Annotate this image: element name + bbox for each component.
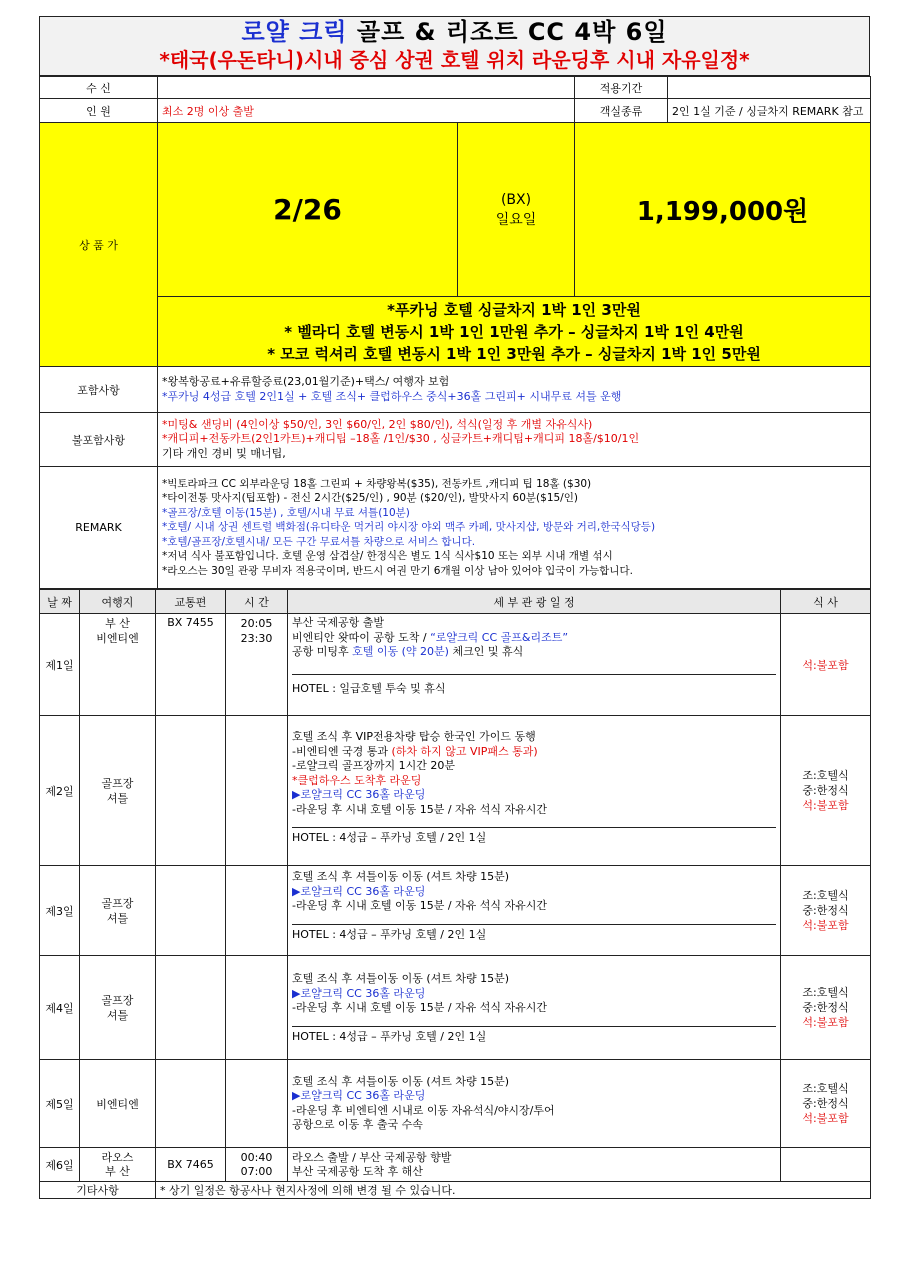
hotel-line: HOTEL : 4성급 – 푸카닝 호텔 / 2인 1실 (292, 827, 776, 845)
flight-times (226, 716, 288, 866)
day-destination (80, 614, 156, 716)
day-details (288, 716, 781, 866)
resort-name: “로얄크릭 CC 골프&리조트” (430, 630, 569, 644)
people-value: 최소 2명 이상 출발 (158, 99, 575, 123)
day-details (288, 614, 781, 716)
title-package: 골프 & 리조트 CC 4박 6일 (356, 18, 668, 46)
destination-line: 골프장 (101, 776, 134, 790)
detail-line: ▶로얄크릭 CC 36홀 라운딩 (292, 1089, 426, 1102)
excluded-label: 불포함사항 (40, 413, 158, 467)
included-content (158, 367, 871, 413)
footer-label: 기타사항 (40, 1182, 156, 1199)
schedule-table (39, 589, 871, 1199)
excluded-line: *캐디피+전동카트(2인1카트)+캐디팁 –18홀 /1인/$30 , 싱글카트+캐디팁+캐디피 18홀/$10/1인 (162, 432, 640, 446)
people-label: 인 원 (40, 99, 158, 123)
destination-line: 비엔티엔 (96, 632, 139, 645)
day-destination (80, 866, 156, 956)
detail-line: 호텔 조식 후 셔틀이동 이동 (셔트 차량 15분) (292, 870, 510, 883)
meal-breakfast: 조:호텔식 (802, 1082, 849, 1095)
destination-line: 골프장 (101, 993, 134, 1007)
flight-number (156, 716, 226, 866)
excluded-content (158, 413, 871, 467)
destination-line: 부 산 (105, 1164, 130, 1178)
departure-weekday: 일요일 (495, 211, 537, 228)
header-details: 세 부 관 광 일 정 (288, 590, 781, 614)
destination-line: 골프장 (101, 896, 134, 910)
detail-text: 공항 미팅후 (292, 645, 353, 658)
day-meals (781, 1060, 871, 1148)
day-number: 제1일 (40, 614, 80, 716)
title-brand: 로얄 크릭 (241, 18, 348, 46)
detail-line (292, 631, 776, 646)
day-row (40, 716, 871, 866)
detail-text: 체크인 및 휴식 (448, 645, 524, 658)
header-meals: 식 사 (781, 590, 871, 614)
day-number: 제5일 (40, 1060, 80, 1148)
detail-line: -라운딩 후 시내 호텔 이동 15분 / 자유 석식 자유시간 (292, 802, 548, 816)
period-value (668, 77, 871, 99)
day-details (288, 956, 781, 1060)
day-meals (781, 866, 871, 956)
recipient-value (158, 77, 575, 99)
time-line: 00:40 (240, 1150, 273, 1164)
detail-line: -라운딩 후 시내 호텔 이동 15분 / 자유 석식 자유시간 (292, 1001, 548, 1014)
day-destination (80, 1148, 156, 1182)
remark-line: *타이전통 맛사지(팁포함) - 전신 2시간($25/인) , 90분 ($20/인), 발맛사지 60분($15/인) (162, 492, 578, 505)
time-line: 23:30 (240, 632, 273, 645)
flight-number (156, 1060, 226, 1148)
day-row (40, 614, 871, 716)
detail-text: 비엔티안 왓따이 공항 도착 / (292, 630, 431, 644)
departure-day-cell (458, 123, 575, 297)
included-line: *푸카닝 4성급 호텔 2인1실 + 호텔 조식+ 클럽하우스 중식+36홀 그린피+ 시내무료 셔틀 운행 (162, 389, 622, 403)
detail-line: ▶로얄크릭 CC 36홀 라운딩 (292, 884, 426, 898)
detail-line: -로얄크릭 골프장까지 1시간 20분 (292, 759, 455, 772)
detail-line (292, 745, 776, 760)
flight-times (226, 1148, 288, 1182)
meal-dinner: 석:불포함 (781, 614, 871, 716)
meal-lunch: 중:한정식 (802, 1097, 849, 1110)
detail-line: *클럽하우스 도착후 라운딩 (292, 773, 422, 787)
header-date: 날 짜 (40, 590, 80, 614)
room-value: 2인 1실 기준 / 싱글차지 REMARK 참고 (668, 99, 871, 123)
day-meals (781, 956, 871, 1060)
destination-line: 셔틀 (106, 1008, 129, 1022)
day-number: 제4일 (40, 956, 80, 1060)
detail-line: 호텔 조식 후 VIP전용차량 탑승 한국인 가이드 동행 (292, 730, 536, 743)
remark-line: *라오스는 30일 관광 무비자 적용국이며, 반드시 여권 만기 6개월 이상 남아 있어야 입국이 가능합니다. (162, 564, 633, 577)
remark-content (158, 467, 871, 589)
flight-times (226, 1060, 288, 1148)
footer-row (40, 1182, 871, 1199)
hotel-line: HOTEL : 4성급 – 푸카닝 호텔 / 2인 1실 (292, 924, 776, 942)
remark-line: *빅토라파크 CC 외부라운딩 18홀 그린피 + 차량왕복($35), 전동카트 ,캐디피 팁 18홀 ($30) (162, 477, 592, 490)
itinerary-document (39, 16, 870, 1199)
remark-line: *골프장/호텔 이동(15분) , 호텔/시내 무료 셔틀(10분) (162, 506, 410, 519)
day-number: 제2일 (40, 716, 80, 866)
hotel-line: HOTEL : 4성급 – 푸카닝 호텔 / 2인 1실 (292, 1026, 776, 1044)
flight-times (226, 614, 288, 716)
departure-date: 2/26 (158, 123, 458, 297)
meal-dinner: 석:불포함 (802, 799, 849, 812)
title-banner (39, 16, 870, 76)
airline-code: (BX) (500, 191, 532, 208)
vip-pass-note: (하차 하지 않고 VIP패스 통과) (391, 744, 538, 758)
meal-dinner: 석:불포함 (802, 1112, 849, 1125)
excluded-line: *미팅& 샌딩비 (4인이상 $50/인, 3인 $60/인, 2인 $80/인), 석식(일정 후 개별 자유식사) (162, 417, 593, 431)
flight-number (156, 956, 226, 1060)
remark-line: *호텔/ 시내 상권 센트럴 백화점(유디타운 먹거리 야시장 야외 맥주 카페, 맛사지샵, 방문와 거리,한국식당등) (162, 521, 656, 534)
day-details (288, 1148, 781, 1182)
destination-line: 라오스 (101, 1150, 134, 1164)
detail-line: -라운딩 후 시내 호텔 이동 15분 / 자유 석식 자유시간 (292, 899, 548, 912)
note-line: * 벨라디 호텔 변동시 1박 1인 1만원 추가 – 싱글차지 1박 1인 4만원 (284, 322, 744, 341)
flight-number: BX 7455 (156, 614, 226, 716)
info-table (39, 76, 871, 589)
hotel-line: HOTEL : 일급호텔 투숙 및 휴식 (292, 674, 776, 696)
meal-breakfast: 조:호텔식 (802, 889, 849, 902)
note-line: *푸카닝 호텔 싱글차지 1박 1인 3만원 (387, 300, 641, 319)
meal-breakfast: 조:호텔식 (802, 769, 849, 782)
detail-line: ▶로얄크릭 CC 36홀 라운딩 (292, 788, 426, 801)
detail-line: 공항으로 이동 후 출국 수속 (292, 1118, 423, 1131)
meal-dinner: 석:불포함 (802, 919, 849, 932)
meal-lunch: 중:한정식 (802, 784, 849, 797)
day-row (40, 1148, 871, 1182)
room-label: 객실종류 (575, 99, 668, 123)
day-number: 제6일 (40, 1148, 80, 1182)
header-transport: 교통편 (156, 590, 226, 614)
title-line-2: *태국(우돈타니)시내 중심 상권 호텔 위치 라운딩후 시내 자유일정* (159, 48, 750, 72)
day-meals (781, 716, 871, 866)
destination-line: 셔틀 (106, 911, 129, 925)
time-line: 20:05 (240, 617, 273, 630)
detail-text: -비엔티엔 국경 통과 (292, 744, 392, 758)
detail-line: 호텔 조식 후 셔틀이동 이동 (셔트 차량 15분) (292, 972, 510, 985)
day-destination: 비엔티엔 (80, 1060, 156, 1148)
meal-dinner: 석:불포함 (802, 1016, 849, 1029)
flight-number (156, 866, 226, 956)
single-charge-notes (158, 297, 871, 367)
detail-line (292, 645, 776, 660)
flight-number: BX 7465 (156, 1148, 226, 1182)
included-label: 포함사항 (40, 367, 158, 413)
day-row (40, 866, 871, 956)
detail-line: -라운딩 후 비엔티엔 시내로 이동 자유석식/야시장/투어 (292, 1103, 555, 1117)
header-time: 시 간 (226, 590, 288, 614)
destination-line: 부 산 (105, 617, 130, 630)
flight-times (226, 866, 288, 956)
day-number: 제3일 (40, 866, 80, 956)
remark-line: *저녁 식사 불포함입니다. 호텔 운영 삼겹살/ 한정식은 별도 1식 식사$10 또는 외부 시내 개별 섞시 (162, 550, 613, 563)
meal-breakfast: 조:호텔식 (802, 986, 849, 999)
day-row (40, 956, 871, 1060)
meal-lunch: 중:한정식 (802, 904, 849, 917)
footer-note: * 상기 일정은 항공사나 현지사정에 의해 변경 될 수 있습니다. (156, 1182, 871, 1199)
day-details (288, 1060, 781, 1148)
title-line-1 (40, 17, 869, 47)
day-meals (781, 1148, 871, 1182)
header-destination: 여행지 (80, 590, 156, 614)
destination-line: 셔틀 (106, 791, 129, 805)
detail-line: 부산 국제공항 출발 (292, 616, 385, 629)
detail-line: 호텔 조식 후 셔틀이동 이동 (셔트 차량 15분) (292, 1074, 510, 1088)
product-price-label: 상 품 가 (40, 123, 158, 367)
remark-line: *호텔/골프장/호텔시내/ 모든 구간 무료셔틀 차량으로 서비스 합니다. (162, 535, 476, 548)
day-details (288, 866, 781, 956)
included-line: *왕복항공료+유류할증료(23,01월기준)+택스/ 여행자 보험 (162, 375, 450, 388)
transfer-note: 호텔 이동 (약 20분) (352, 645, 449, 658)
time-line: 07:00 (240, 1164, 273, 1178)
flight-times (226, 956, 288, 1060)
package-price: 1,199,000원 (575, 123, 871, 297)
day-destination (80, 956, 156, 1060)
period-label: 적용기간 (575, 77, 668, 99)
day-row (40, 1060, 871, 1148)
note-line: * 모코 럭셔리 호텔 변동시 1박 1인 3만원 추가 – 싱글차지 1박 1인 5만원 (267, 344, 761, 363)
recipient-label: 수 신 (40, 77, 158, 99)
remark-label: REMARK (40, 467, 158, 589)
detail-line: ▶로얄크릭 CC 36홀 라운딩 (292, 986, 426, 1000)
detail-line: 부산 국제공항 도착 후 해산 (292, 1164, 423, 1178)
day-destination (80, 716, 156, 866)
meal-lunch: 중:한정식 (802, 1001, 849, 1014)
detail-line: 라오스 출발 / 부산 국제공항 향발 (292, 1150, 452, 1164)
excluded-line: 기타 개인 경비 및 매너팁, (162, 446, 286, 460)
